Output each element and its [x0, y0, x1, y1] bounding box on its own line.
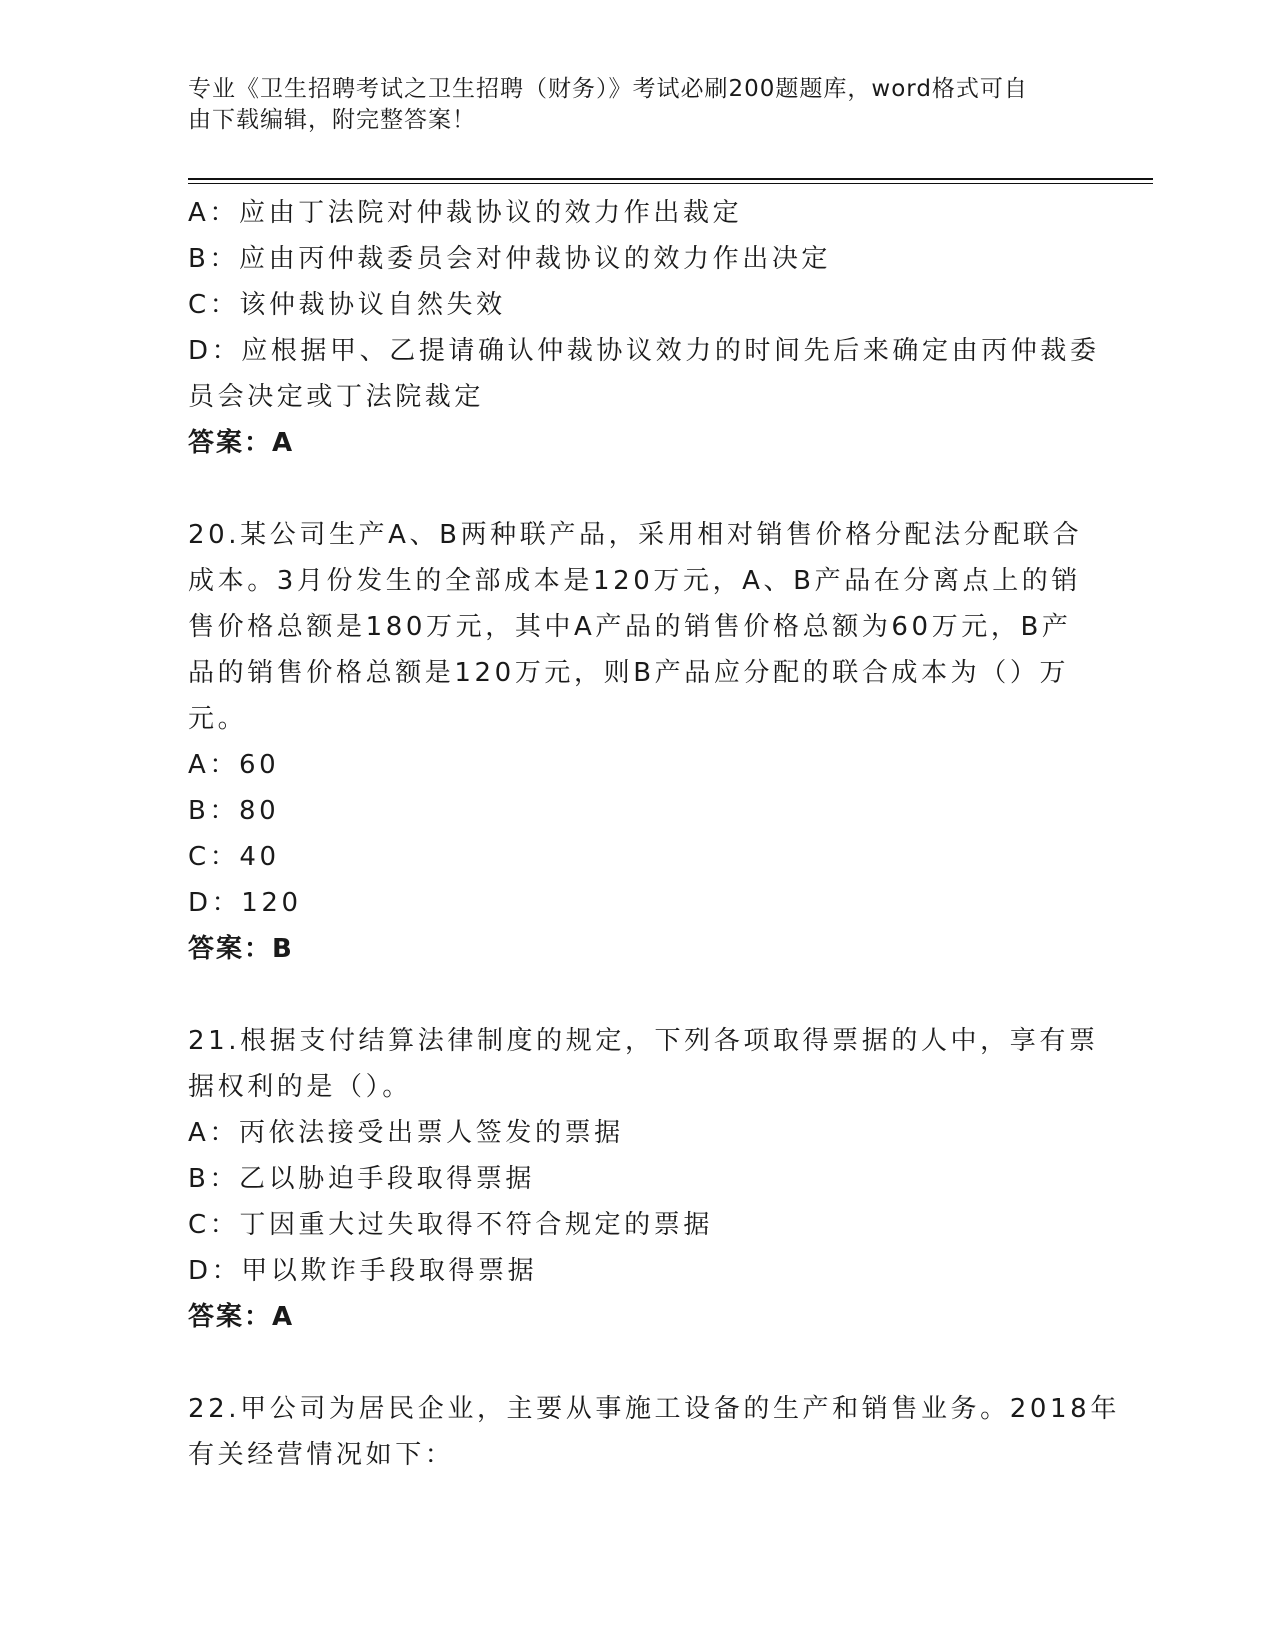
- option-d: D：甲以欺诈手段取得票据: [188, 1256, 538, 1286]
- question-21: [188, 1018, 1099, 1340]
- answer-line: 答案：A: [188, 428, 295, 458]
- option-a: A：应由丁法院对仲裁协议的效力作出裁定: [188, 198, 743, 228]
- answer-line: 答案：A: [188, 1302, 295, 1332]
- spacer: [188, 972, 1088, 1018]
- option-b: B：应由丙仲裁委员会对仲裁协议的效力作出决定: [188, 244, 832, 274]
- option-a: A：丙依法接受出票人签发的票据: [188, 1118, 624, 1148]
- question-19-tail: [188, 190, 1100, 466]
- question-stem-line: 成本。3月份发生的全部成本是120万元，A、B产品在分离点上的销: [188, 566, 1081, 596]
- question-stem-line: 品的销售价格总额是120万元，则B产品应分配的联合成本为（）万: [188, 658, 1070, 688]
- header-line-2: 由下载编辑，附完整答案！: [188, 107, 476, 133]
- option-b: B：乙以胁迫手段取得票据: [188, 1164, 536, 1194]
- question-stem-line: 售价格总额是180万元，其中A产品的销售价格总额为60万元，B产: [188, 612, 1072, 642]
- option-d: D：120: [188, 888, 302, 918]
- question-stem-line: 22.甲公司为居民企业，主要从事施工设备的生产和销售业务。2018年: [188, 1394, 1120, 1424]
- option-c: C：丁因重大过失取得不符合规定的票据: [188, 1210, 713, 1240]
- option-b: B：80: [188, 796, 280, 826]
- question-20: [188, 512, 1088, 972]
- option-c: C：40: [188, 842, 280, 872]
- option-d: D：应根据甲、乙提请确认仲裁协议效力的时间先后来确定由丙仲裁委: [188, 336, 1100, 366]
- document-body: [188, 190, 1120, 1478]
- header-line-1: 专业《卫生招聘考试之卫生招聘（财务）》考试必刷200题题库，word格式可自: [188, 76, 1028, 102]
- option-d-continued: 员会决定或丁法院裁定: [188, 382, 485, 412]
- question-stem-line: 据权利的是（）。: [188, 1072, 412, 1102]
- option-c: C：该仲裁协议自然失效: [188, 290, 506, 320]
- document-header: [188, 74, 1068, 136]
- question-stem-line: 有关经营情况如下：: [188, 1440, 455, 1470]
- option-a: A：60: [188, 750, 280, 780]
- question-stem-line: 21.根据支付结算法律制度的规定，下列各项取得票据的人中，享有票: [188, 1026, 1099, 1056]
- question-stem-line: 20.某公司生产A、B两种联产品，采用相对销售价格分配法分配联合: [188, 520, 1083, 550]
- header-rule-thick: [188, 178, 1153, 180]
- spacer: [188, 1340, 1088, 1386]
- question-stem-line: 元。: [188, 704, 248, 734]
- question-22: [188, 1386, 1120, 1478]
- spacer: [188, 466, 1088, 512]
- answer-line: 答案：B: [188, 934, 294, 964]
- header-rule-thin: [188, 183, 1153, 184]
